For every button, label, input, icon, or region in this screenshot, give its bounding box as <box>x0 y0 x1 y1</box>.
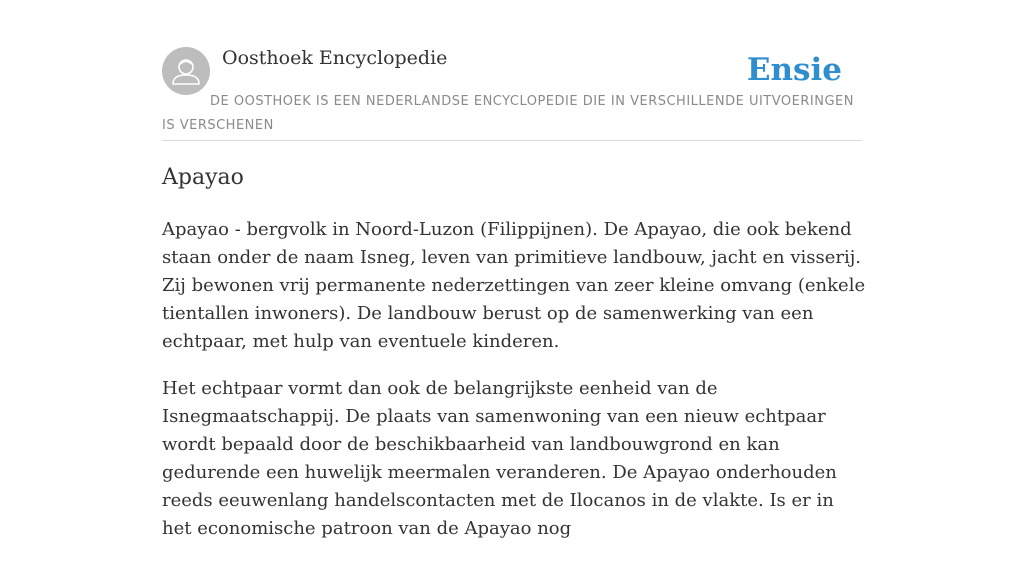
user-avatar-icon[interactable] <box>162 47 210 95</box>
article-body <box>162 216 867 562</box>
site-tagline: DE OOSTHOEK IS EEN NEDERLANDSE ENCYCLOPEDIE DIE IN VERSCHILLENDE UITVOERINGEN IS VERSCHENEN <box>162 94 854 133</box>
site-header <box>162 40 862 141</box>
site-name[interactable]: Oosthoek Encyclopedie <box>222 47 448 69</box>
article-title: Apayao <box>162 165 244 190</box>
article-paragraph: Apayao - bergvolk in Noord-Luzon (Filippijnen). De Apayao, die ook bekend staan onder de naam Isneg, leven van primitieve landbouw, jacht en visserij. Zij bewonen vrij permanente nederzettingen van zeer kleine omvang (enkele tientallen inwoners). De landbouw berust op de samenwerking van een echtpaar, met hulp van eventuele kinderen. <box>162 219 866 352</box>
article-paragraph: Het echtpaar vormt dan ook de belangrijkste eenheid van de Isnegmaatschappij. De plaats van samenwoning van een nieuw echtpaar wordt bepaald door de beschikbaarheid van landbouwgrond en kan gedurende een huwelijk meermalen veranderen. De Apayao onderhouden reeds eeuwenlang handelscontacten met de Ilocanos in de vlakte. Is er in het economische patroon van de Apayao nog <box>162 378 837 539</box>
brand-logo[interactable]: Ensie <box>746 52 842 88</box>
